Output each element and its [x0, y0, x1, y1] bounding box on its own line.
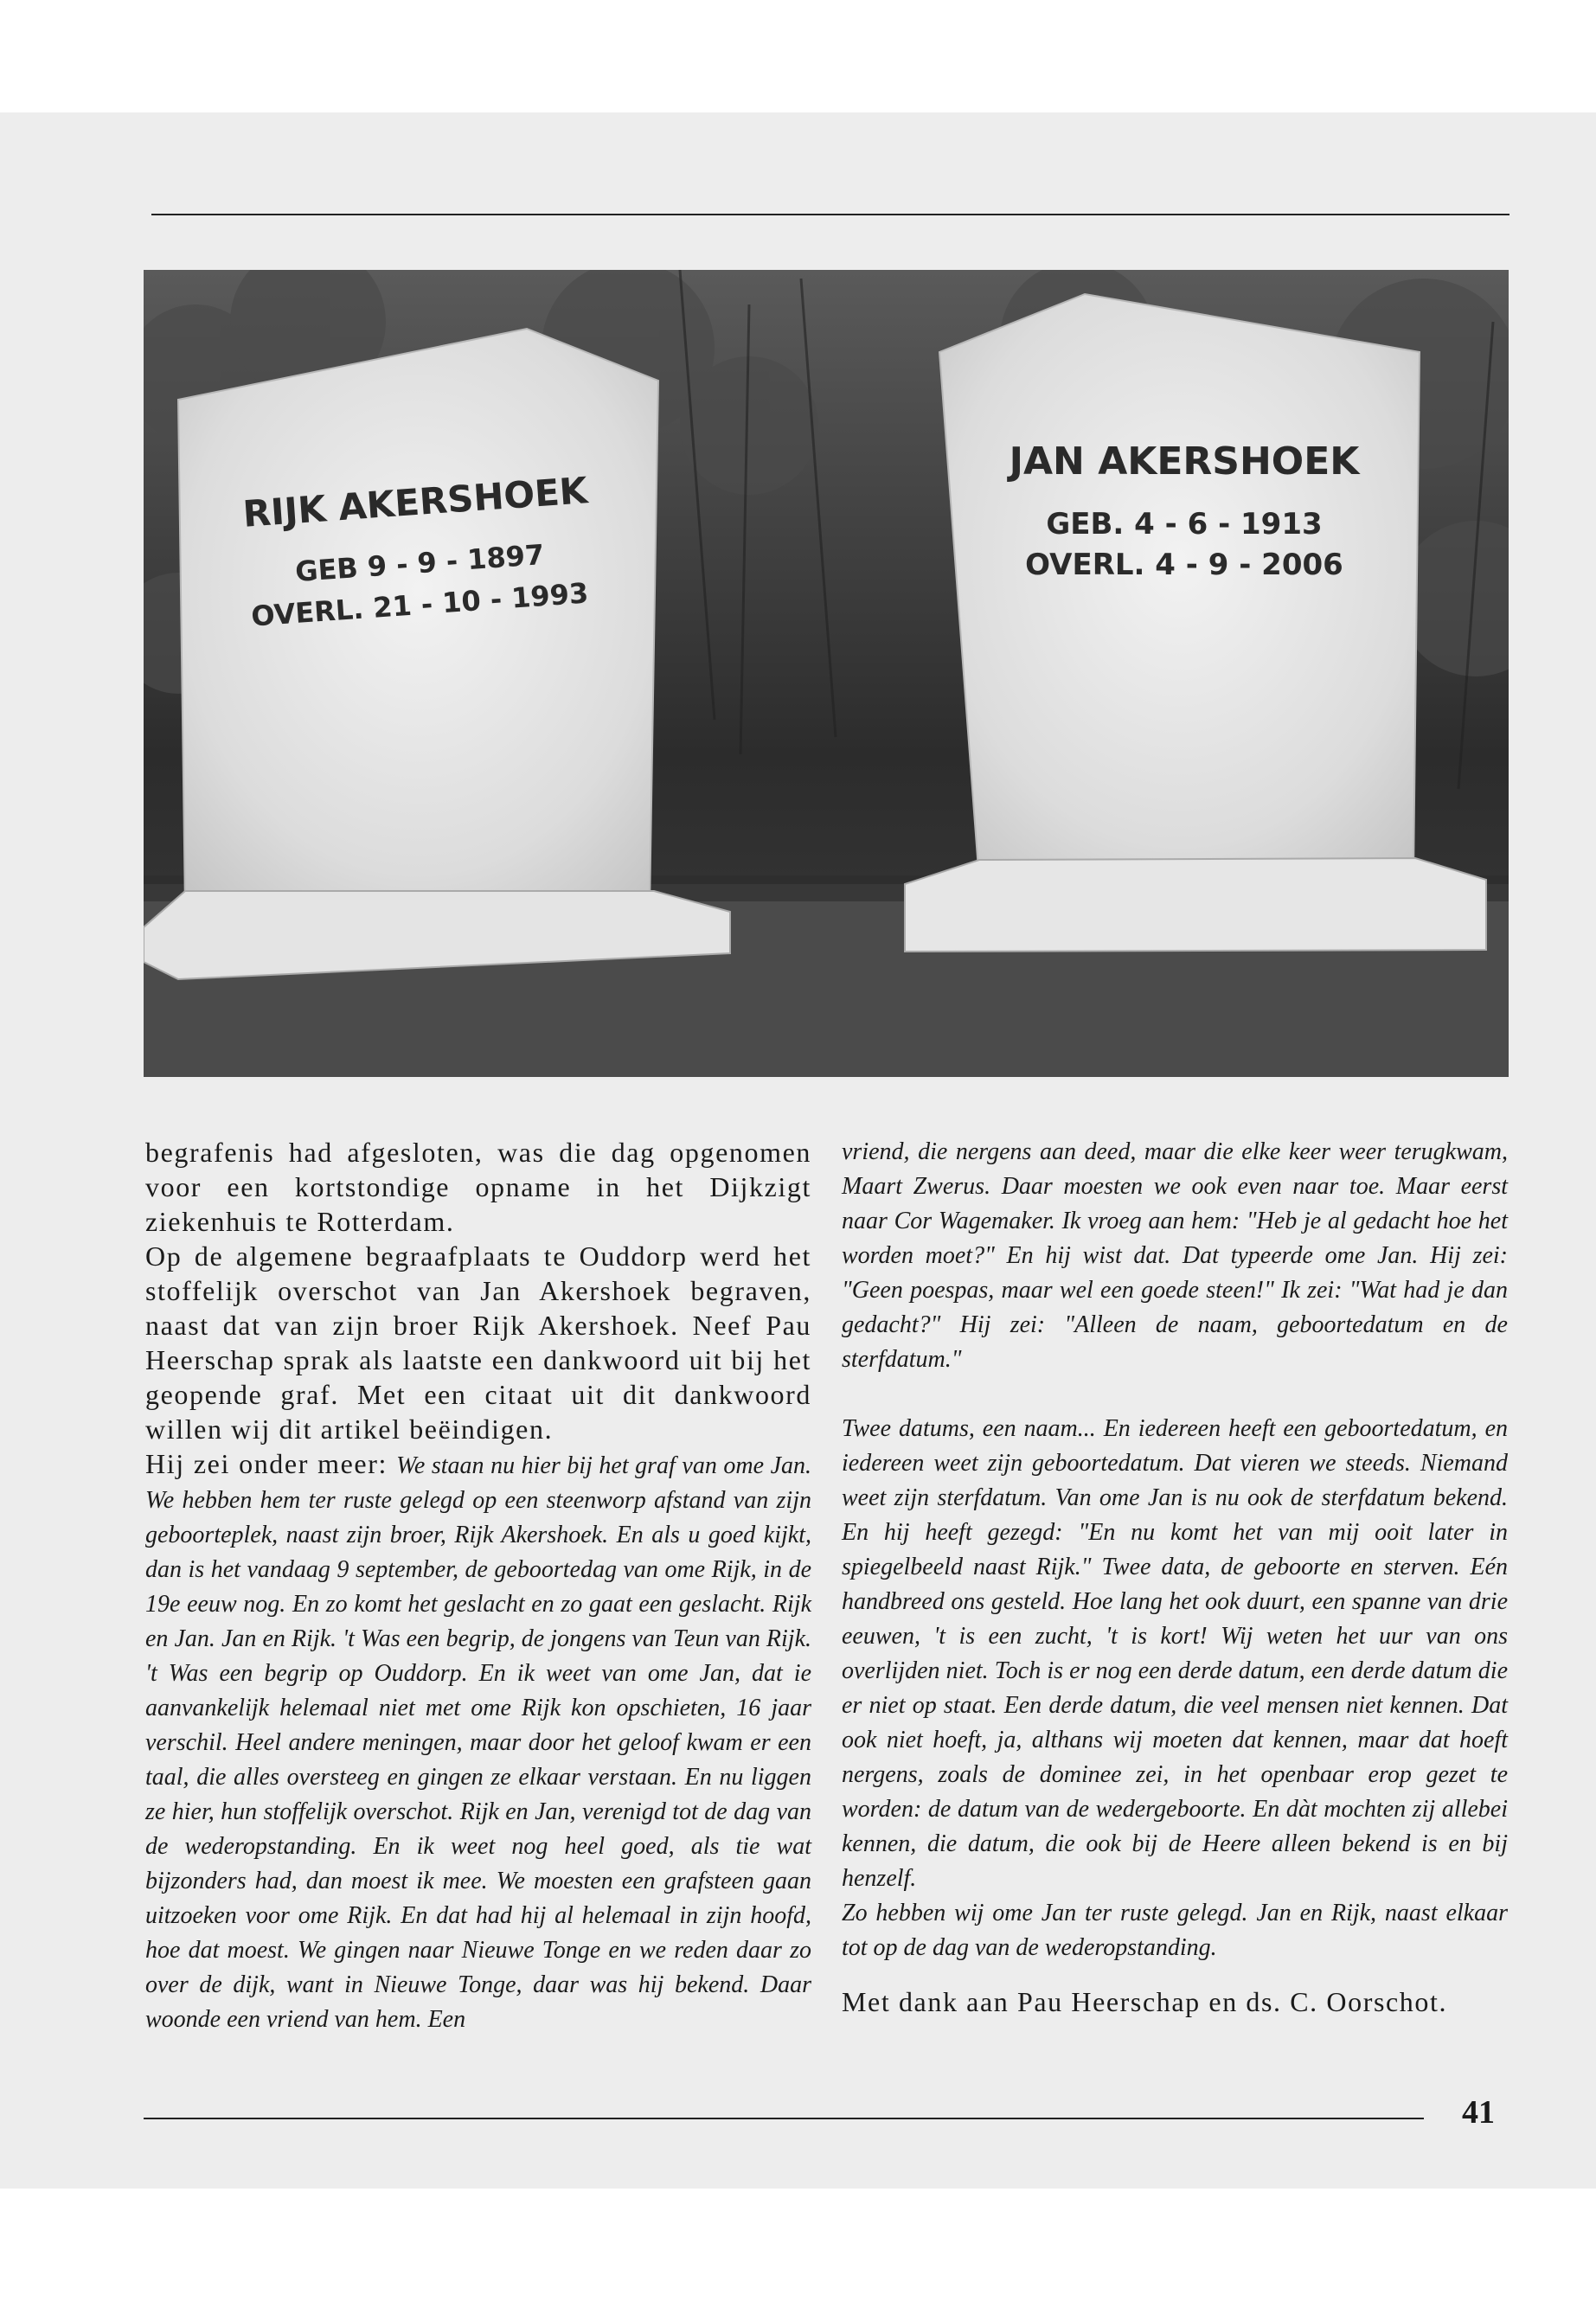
- right-gravestone-base: [905, 858, 1486, 952]
- right-paragraph-1: vriend, die nergens aan deed, maar die elke keer weer terugkwam, Maart Zwerus. Daar moesten we ook even naar toe. Maar eerst naar Cor Wagemaker. Ik vroeg aan hem: "Heb je al gedacht hoe het worden moet?" En hij wist dat. Dat typeerde ome Jan. Hij zei: "Geen poespas, maar wel een goede steen!" Ik zei: "Wat had je dan gedacht?" Hij zei: "Alleen de naam, geboortedatum en de sterfdatum.": [842, 1138, 1508, 1373]
- right-paragraph-3: Zo hebben wij ome Jan ter ruste gelegd. Jan en Rijk, naast elkaar tot op de dag van de wederopstanding.: [842, 1900, 1508, 1961]
- left-stone-died: OVERL. 21 - 10 - 1993: [250, 576, 590, 633]
- page-number: 41: [1462, 2094, 1495, 2131]
- paragraph-gap: [842, 1377, 1508, 1412]
- right-paragraph-2: Twee datums, een naam... En iedereen heeft een geboortedatum, en iedereen weet zijn geboortedatum. Dat vieren we steeds. Niemand weet zijn sterfdatum. Van ome Jan is nu ook de sterfdatum bekend. En hij heeft gezegd: "En nu komt het van mij ooit later in spiegelbeeld naast Rijk." Twee data, de geboorte en sterven. Eén handbreed ons gesteld. Hoe lang het ook duurt, een spanne van drie eeuwen, 't is een zucht, 't is kort! Wij weten het uur van ons overlijden niet. Toch is er nog een derde datum, een derde datum die er niet op staat. Een derde datum, die veel mensen niet kennen. Dat ook niet hoeft, ja, althans wij moeten dat kennen, maar dat hoeft nergens, zoals de dominee zei, in het openbaar erop gezet te worden: de datum van de wedergeboorte. En dàt mochten zij allebei kennen, die datum, die ook bij de Heere alleen bekend is en bij henzelf.: [842, 1415, 1508, 1892]
- left-paragraph-1: begrafenis had afgesloten, was die dag opgenomen voor een kortstondige opname in het Dijkzigt ziekenhuis te Rotterdam.: [145, 1137, 811, 1237]
- right-stone-name: JAN AKERSHOEK: [1009, 439, 1360, 484]
- right-column: [842, 1135, 1508, 2019]
- top-rule: [151, 214, 1509, 215]
- left-column: [145, 1135, 811, 2037]
- left-paragraph-3: [145, 1446, 811, 2037]
- right-stone-died: OVERL. 4 - 9 - 2006: [1025, 548, 1343, 582]
- acknowledgement: Met dank aan Pau Heerschap en ds. C. Oorschot.: [842, 1986, 1448, 2017]
- left-stone-born: GEB 9 - 9 - 1897: [294, 538, 546, 589]
- gravestones-photo: [144, 270, 1509, 1077]
- quote-text: We staan nu hier bij het graf van ome Jan. We hebben hem ter ruste gelegd op een steenworp afstand van zijn geboorteplek, naast zijn broer, Rijk Akershoek. En als u goed kijkt, dan is het vandaag 9 september, de geboortedag van ome Rijk, in de 19e eeuw nog. En zo komt het geslacht en zo gaat een geslacht. Rijk en Jan. Jan en Rijk. 't Was een begrip, de jongens van Teun van Rijk. 't Was een begrip op Ouddorp. En ik weet van ome Jan, dat ie aanvankelijk helemaal niet met ome Rijk kon opschieten, 16 jaar verschil. Heel andere meningen, maar door het geloof kwam er een taal, die alles oversteeg en gingen ze elkaar verstaan. En nu liggen ze hier, hun stoffelijk overschot. Rijk en Jan, verenigd tot de dag van de wederopstanding. En ik weet nog heel goed, als tie wat bijzonders had, dan moest ik mee. We moesten een grafsteen gaan uitzoeken voor ome Rijk. En dat had hij al helemaal in zijn hoofd, hoe dat moest. We gingen naar Nieuwe Tonge en we reden daar zo over de dijk, want in Nieuwe Tonge, daar was hij bekend. Daar woonde een vriend van hem. Een: [145, 1452, 812, 2033]
- left-paragraph-2: Op de algemene begraafplaats te Ouddorp werd het stoffelijk overschot van Jan Akershoek begraven, naast dat van zijn broer Rijk Akershoek. Neef Pau Heerschap sprak als laatste een dankwoord uit bij het geopende graf. Met een citaat uit dit dankwoord willen wij dit artikel beëindigen.: [145, 1240, 811, 1445]
- right-stone-born: GEB. 4 - 6 - 1913: [1046, 507, 1323, 542]
- left-stone-name: RIJK AKERSHOEK: [241, 469, 589, 535]
- right-gravestone: [939, 294, 1420, 881]
- quote-lead: Hij zei onder meer:: [145, 1448, 397, 1479]
- bottom-rule: [144, 2118, 1424, 2119]
